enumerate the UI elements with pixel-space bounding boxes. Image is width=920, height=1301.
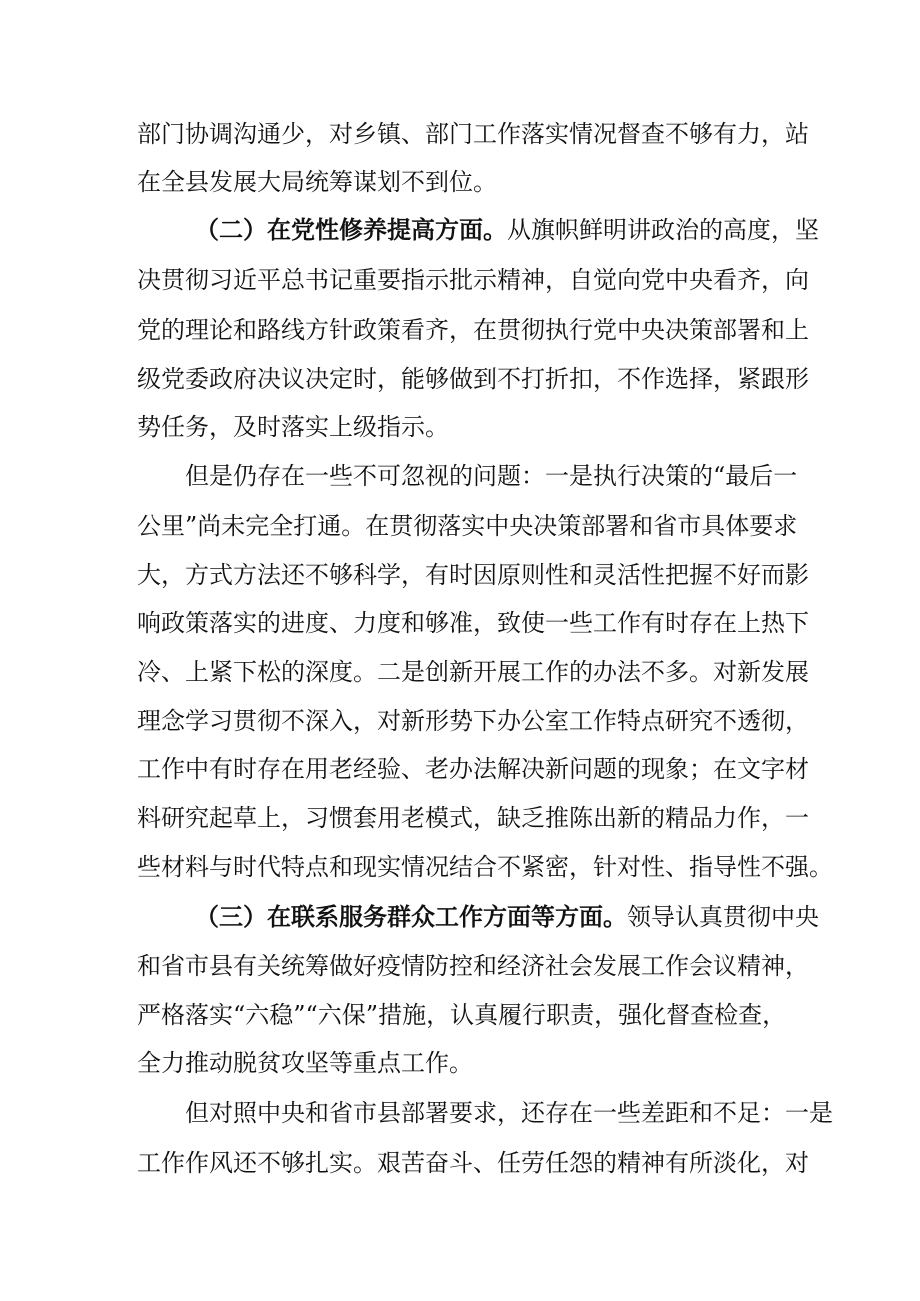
text-line: 些材料与时代特点和现实情况结合不紧密，针对性、指导性不强。 <box>137 853 833 881</box>
text-line: 但对照中央和省市县部署要求，还存在一些差距和不足：一是 <box>185 1099 833 1127</box>
text-line: 响政策落实的进度、力度和够准，致使一些工作有时存在上热下 <box>137 609 809 637</box>
section-heading-text: （三）在联系服务群众工作方面等方面。 <box>195 903 627 931</box>
text-line: 势任务，及时落实上级指示。 <box>137 413 449 441</box>
text-run: 领导认真贯彻中央 <box>627 903 819 931</box>
text-line: 在全县发展大局统筹谋划不到位。 <box>137 168 497 196</box>
text-line: 大，方式方法还不够科学，有时因原则性和灵活性把握不好而影 <box>137 561 809 589</box>
section-heading-serving-masses <box>195 899 819 935</box>
text-line: 理念学习贯彻不深入，对新形势下办公室工作特点研究不透彻， <box>137 707 809 735</box>
text-line: 党的理论和路线方针政策看齐，在贯彻执行党中央决策部署和上 <box>137 316 809 344</box>
text-line: 全力推动脱贫攻坚等重点工作。 <box>137 1049 473 1077</box>
section-heading-party-cultivation <box>195 212 819 248</box>
text-line: 工作中有时存在用老经验、老办法解决新问题的现象；在文字材 <box>137 755 809 783</box>
text-run: 从旗帜鲜明讲政治的高度，坚 <box>507 216 819 244</box>
text-line: 公里”尚未完全打通。在贯彻落实中央决策部署和省市具体要求 <box>137 512 798 540</box>
text-line: 和省市县有关统筹做好疫情防控和经济社会发展工作会议精神， <box>137 952 809 980</box>
text-line: 决贯彻习近平总书记重要指示批示精神，自觉向党中央看齐，向 <box>137 266 809 294</box>
text-line: 冷、上紧下松的深度。二是创新开展工作的办法不多。对新发展 <box>137 658 809 686</box>
text-line: 部门协调沟通少，对乡镇、部门工作落实情况督查不够有力，站 <box>137 120 809 148</box>
text-line: 工作作风还不够扎实。艰苦奋斗、任劳任怨的精神有所淡化，对 <box>137 1149 809 1177</box>
text-line: 料研究起草上，习惯套用老模式，缺乏推陈出新的精品力作，一 <box>137 804 809 832</box>
text-line: 严格落实“六稳”“六保”措施，认真履行职责，强化督查检查， <box>137 1001 787 1029</box>
text-line: 但是仍存在一些不可忽视的问题：一是执行决策的“最后一 <box>185 462 798 490</box>
section-heading-text: （二）在党性修养提高方面。 <box>195 216 507 244</box>
text-line: 级党委政府决议决定时，能够做到不打折扣，不作选择，紧跟形 <box>137 365 809 393</box>
